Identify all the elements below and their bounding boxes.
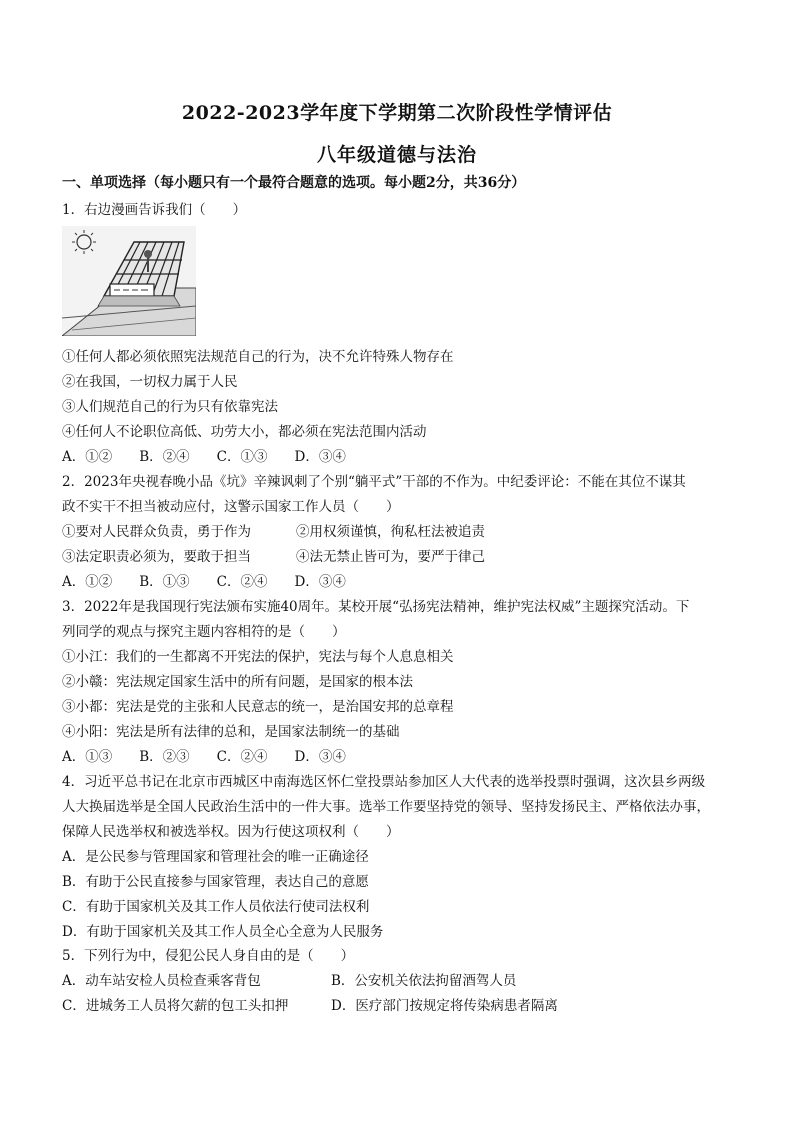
q4-stem-line1: 4．习近平总书记在北京市西城区中南海选区怀仁堂投票站参加区人大代表的选举投票时强调，这次县乡两级 bbox=[62, 774, 706, 790]
q3-statement-2: ②小赣：宪法规定国家生活中的所有问题，是国家的根本法 bbox=[62, 674, 413, 690]
q5-option-c: C．进城务工人员将欠薪的包工头扣押 bbox=[62, 998, 289, 1014]
q3-stem-line1: 3．2022年是我国现行宪法颁布实施40周年。某校开展“弘扬宪法精神，维护宪法权威”主题探究活动。下 bbox=[62, 599, 690, 615]
q4-option-a: A．是公民参与管理国家和管理社会的唯一正确途径 bbox=[62, 849, 369, 865]
section-heading: 一、单项选择（每小题只有一个最符合题意的选项。每小题2分，共36分） bbox=[62, 175, 526, 191]
q5-option-a: A．动车站安检人员检查乘客背包 bbox=[62, 973, 261, 989]
q1-statement-4: ④任何人不论职位高低、功劳大小，都必须在宪法范围内活动 bbox=[62, 424, 427, 440]
q3-choices: A．①③ B．②③ C．②④ D．③④ bbox=[62, 749, 346, 765]
q2-stem-line2: 政不实干不担当被动应付，这警示国家工作人员（ ） bbox=[62, 499, 400, 515]
exam-subject: 八年级道德与法治 bbox=[316, 144, 477, 166]
q3-stem-line2: 列同学的观点与探究主题内容相符的是（ ） bbox=[62, 624, 346, 640]
q2-statement-3: ③法定职责必须为，要敢于担当 bbox=[62, 549, 251, 565]
q5-stem: 5．下列行为中，侵犯公民人身自由的是（ ） bbox=[62, 948, 355, 964]
q4-stem-line3: 保障人民选举权和被选举权。因为行使这项权利（ ） bbox=[62, 824, 400, 840]
exam-title: 2022-2023学年度下学期第二次阶段性学情评估 bbox=[181, 102, 613, 124]
q2-statement-2: ②用权须谨慎，徇私枉法被追责 bbox=[296, 524, 485, 540]
q2-stem-line1: 2．2023年央视春晚小品《坑》辛辣讽刺了个别“躺平式”干部的不作为。中纪委评论：不能在其位不谋其 bbox=[62, 474, 686, 490]
q5-option-b: B．公安机关依法拘留酒驾人员 bbox=[331, 973, 517, 989]
q4-option-d: D．有助于国家机关及其工作人员全心全意为人民服务 bbox=[62, 924, 384, 940]
q2-statement-1: ①要对人民群众负责，勇于作为 bbox=[62, 524, 251, 540]
q1-statement-2: ②在我国，一切权力属于人民 bbox=[62, 374, 238, 390]
q5-option-d: D．医疗部门按规定将传染病患者隔离 bbox=[331, 998, 558, 1014]
q1-statement-1: ①任何人都必须依照宪法规范自己的行为，决不允许特殊人物存在 bbox=[62, 349, 454, 365]
q4-stem-line2: 人大换届选举是全国人民政治生活中的一件大事。选举工作要坚持党的领导、坚持发扬民主、严格依法办事， bbox=[62, 799, 710, 815]
q4-option-b: B．有助于公民直接参与国家管理，表达自己的意愿 bbox=[62, 874, 369, 890]
q1-choices: A．①② B．②④ C．①③ D．③④ bbox=[62, 449, 346, 465]
constitution-cartoon bbox=[62, 226, 196, 336]
q3-statement-1: ①小江：我们的一生都离不开宪法的保护，宪法与每个人息息相关 bbox=[62, 649, 454, 665]
q2-statement-4: ④法无禁止皆可为，要严于律己 bbox=[296, 549, 485, 565]
q1-statement-3: ③人们规范自己的行为只有依靠宪法 bbox=[62, 399, 278, 415]
q3-statement-4: ④小阳：宪法是所有法律的总和，是国家法制统一的基础 bbox=[62, 724, 400, 740]
q1-stem: 1．右边漫画告诉我们（ ） bbox=[62, 202, 247, 218]
q2-choices: A．①② B．①③ C．②④ D．③④ bbox=[62, 574, 346, 590]
q4-option-c: C．有助于国家机关及其工作人员依法行使司法权利 bbox=[62, 899, 370, 915]
q3-statement-3: ③小都：宪法是党的主张和人民意志的统一，是治国安邦的总章程 bbox=[62, 699, 454, 715]
